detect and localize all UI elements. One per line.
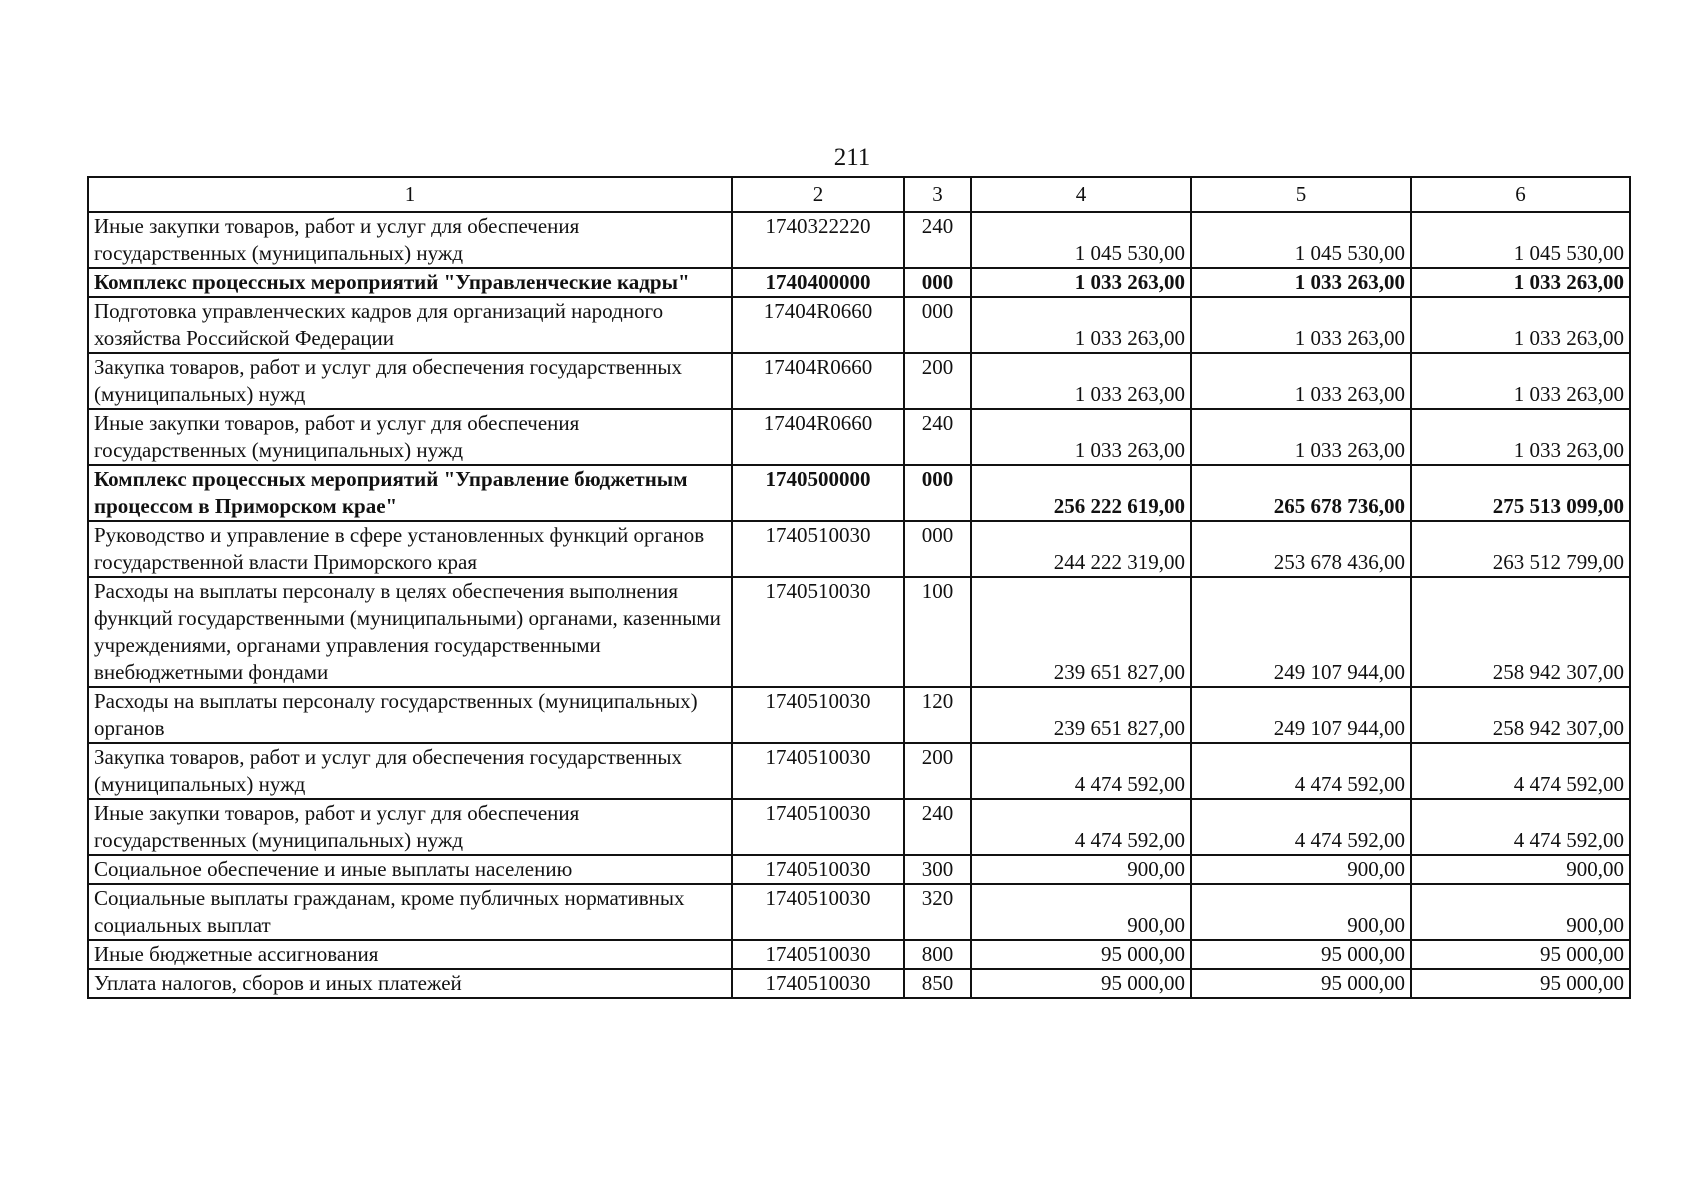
- table-row: [88, 855, 1630, 884]
- column-header-1: 1: [88, 177, 732, 212]
- target-article-code: 17404R0660: [732, 297, 904, 353]
- row-description: Иные закупки товаров, работ и услуг для обеспечения государственных (муниципальных) нужд: [88, 799, 732, 855]
- budget-table: [87, 176, 1631, 999]
- target-article-code: 1740510030: [732, 743, 904, 799]
- row-description: Комплекс процессных мероприятий "Управленческие кадры": [88, 268, 732, 297]
- amount-year-3: 258 942 307,00: [1411, 577, 1630, 687]
- expense-type-code: 000: [904, 521, 971, 577]
- amount-year-2: 900,00: [1191, 884, 1411, 940]
- table-row: [88, 577, 1630, 687]
- target-article-code: 17404R0660: [732, 409, 904, 465]
- target-article-code: 1740510030: [732, 521, 904, 577]
- amount-year-1: 95 000,00: [971, 969, 1191, 998]
- table-row: [88, 409, 1630, 465]
- target-article-code: 17404R0660: [732, 353, 904, 409]
- row-description: Социальные выплаты гражданам, кроме публичных нормативных социальных выплат: [88, 884, 732, 940]
- row-description: Закупка товаров, работ и услуг для обеспечения государственных (муниципальных) нужд: [88, 353, 732, 409]
- row-description: Социальное обеспечение и иные выплаты населению: [88, 855, 732, 884]
- amount-year-1: 4 474 592,00: [971, 743, 1191, 799]
- row-description: Подготовка управленческих кадров для организаций народного хозяйства Российской Федерации: [88, 297, 732, 353]
- amount-year-2: 1 033 263,00: [1191, 353, 1411, 409]
- target-article-code: 1740400000: [732, 268, 904, 297]
- amount-year-3: 900,00: [1411, 884, 1630, 940]
- target-article-code: 1740322220: [732, 212, 904, 268]
- amount-year-1: 244 222 319,00: [971, 521, 1191, 577]
- amount-year-2: 249 107 944,00: [1191, 687, 1411, 743]
- row-description: Иные бюджетные ассигнования: [88, 940, 732, 969]
- expense-type-code: 800: [904, 940, 971, 969]
- amount-year-1: 1 033 263,00: [971, 409, 1191, 465]
- target-article-code: 1740510030: [732, 884, 904, 940]
- amount-year-1: 239 651 827,00: [971, 687, 1191, 743]
- amount-year-3: 275 513 099,00: [1411, 465, 1630, 521]
- amount-year-3: 1 033 263,00: [1411, 297, 1630, 353]
- amount-year-3: 263 512 799,00: [1411, 521, 1630, 577]
- expense-type-code: 240: [904, 212, 971, 268]
- expense-type-code: 320: [904, 884, 971, 940]
- expense-type-code: 120: [904, 687, 971, 743]
- amount-year-3: 1 033 263,00: [1411, 268, 1630, 297]
- table-row: [88, 268, 1630, 297]
- table-row: [88, 687, 1630, 743]
- amount-year-2: 249 107 944,00: [1191, 577, 1411, 687]
- amount-year-1: 95 000,00: [971, 940, 1191, 969]
- row-description: Расходы на выплаты персоналу в целях обеспечения выполнения функций государственными (муниципальными) органами, казенными учреждениями, органами управления государственными внебюджетными фондами: [88, 577, 732, 687]
- amount-year-2: 265 678 736,00: [1191, 465, 1411, 521]
- target-article-code: 1740510030: [732, 577, 904, 687]
- target-article-code: 1740500000: [732, 465, 904, 521]
- expense-type-code: 240: [904, 799, 971, 855]
- amount-year-1: 4 474 592,00: [971, 799, 1191, 855]
- column-header-3: 3: [904, 177, 971, 212]
- row-description: Иные закупки товаров, работ и услуг для обеспечения государственных (муниципальных) нужд: [88, 212, 732, 268]
- table-row: [88, 940, 1630, 969]
- page-number: 211: [833, 144, 871, 171]
- target-article-code: 1740510030: [732, 687, 904, 743]
- target-article-code: 1740510030: [732, 855, 904, 884]
- row-description: Расходы на выплаты персоналу государственных (муниципальных) органов: [88, 687, 732, 743]
- table-row: [88, 353, 1630, 409]
- amount-year-3: 1 033 263,00: [1411, 353, 1630, 409]
- amount-year-3: 4 474 592,00: [1411, 799, 1630, 855]
- expense-type-code: 100: [904, 577, 971, 687]
- target-article-code: 1740510030: [732, 799, 904, 855]
- column-number-header-row: [88, 177, 1630, 212]
- table-row: [88, 884, 1630, 940]
- amount-year-2: 1 045 530,00: [1191, 212, 1411, 268]
- table-row: [88, 521, 1630, 577]
- amount-year-2: 900,00: [1191, 855, 1411, 884]
- amount-year-1: 900,00: [971, 884, 1191, 940]
- table-row: [88, 743, 1630, 799]
- expense-type-code: 200: [904, 743, 971, 799]
- amount-year-2: 95 000,00: [1191, 969, 1411, 998]
- amount-year-3: 258 942 307,00: [1411, 687, 1630, 743]
- amount-year-1: 1 033 263,00: [971, 268, 1191, 297]
- amount-year-2: 253 678 436,00: [1191, 521, 1411, 577]
- amount-year-2: 1 033 263,00: [1191, 268, 1411, 297]
- expense-type-code: 850: [904, 969, 971, 998]
- expense-type-code: 000: [904, 268, 971, 297]
- amount-year-3: 1 045 530,00: [1411, 212, 1630, 268]
- amount-year-1: 900,00: [971, 855, 1191, 884]
- amount-year-1: 1 045 530,00: [971, 212, 1191, 268]
- row-description: Комплекс процессных мероприятий "Управление бюджетным процессом в Приморском крае": [88, 465, 732, 521]
- amount-year-2: 95 000,00: [1191, 940, 1411, 969]
- column-header-2: 2: [732, 177, 904, 212]
- row-description: Закупка товаров, работ и услуг для обеспечения государственных (муниципальных) нужд: [88, 743, 732, 799]
- amount-year-2: 4 474 592,00: [1191, 799, 1411, 855]
- target-article-code: 1740510030: [732, 940, 904, 969]
- amount-year-1: 256 222 619,00: [971, 465, 1191, 521]
- table-row: [88, 212, 1630, 268]
- amount-year-1: 1 033 263,00: [971, 353, 1191, 409]
- row-description: Иные закупки товаров, работ и услуг для обеспечения государственных (муниципальных) нужд: [88, 409, 732, 465]
- amount-year-1: 1 033 263,00: [971, 297, 1191, 353]
- table-row: [88, 465, 1630, 521]
- target-article-code: 1740510030: [732, 969, 904, 998]
- amount-year-2: 1 033 263,00: [1191, 297, 1411, 353]
- table-row: [88, 799, 1630, 855]
- expense-type-code: 200: [904, 353, 971, 409]
- amount-year-2: 1 033 263,00: [1191, 409, 1411, 465]
- row-description: Уплата налогов, сборов и иных платежей: [88, 969, 732, 998]
- column-header-6: 6: [1411, 177, 1630, 212]
- amount-year-2: 4 474 592,00: [1191, 743, 1411, 799]
- column-header-4: 4: [971, 177, 1191, 212]
- expense-type-code: 000: [904, 297, 971, 353]
- row-description: Руководство и управление в сфере установленных функций органов государственной власти Приморского края: [88, 521, 732, 577]
- amount-year-1: 239 651 827,00: [971, 577, 1191, 687]
- amount-year-3: 1 033 263,00: [1411, 409, 1630, 465]
- amount-year-3: 95 000,00: [1411, 969, 1630, 998]
- table-row: [88, 969, 1630, 998]
- expense-type-code: 000: [904, 465, 971, 521]
- column-header-5: 5: [1191, 177, 1411, 212]
- table-row: [88, 297, 1630, 353]
- expense-type-code: 300: [904, 855, 971, 884]
- amount-year-3: 900,00: [1411, 855, 1630, 884]
- expense-type-code: 240: [904, 409, 971, 465]
- amount-year-3: 4 474 592,00: [1411, 743, 1630, 799]
- amount-year-3: 95 000,00: [1411, 940, 1630, 969]
